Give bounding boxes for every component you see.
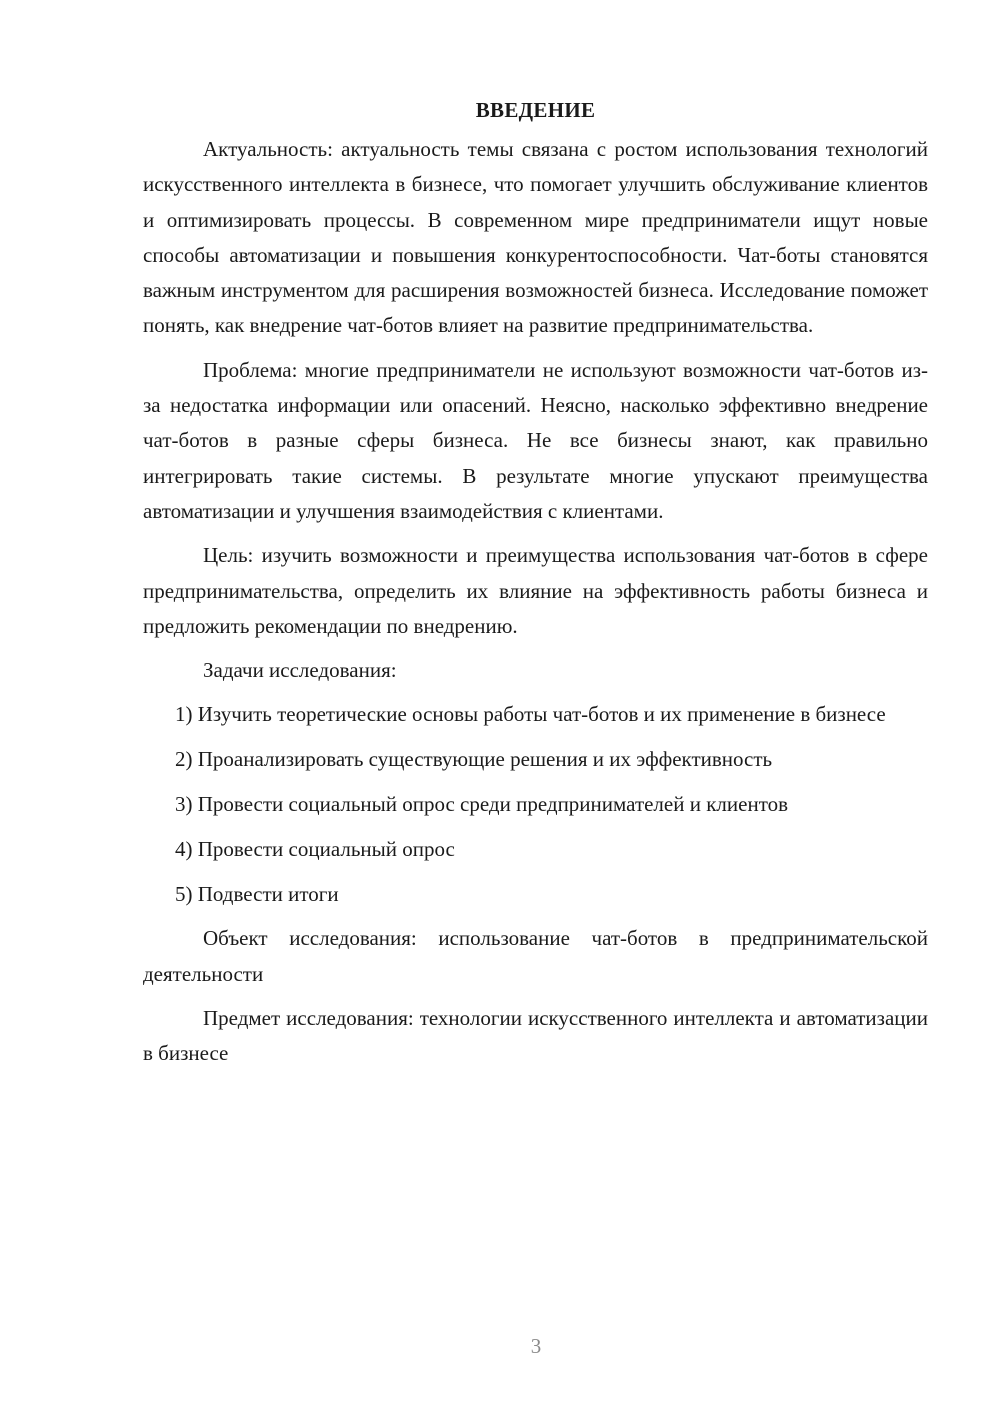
task-item-5: 5) Подвести итоги xyxy=(175,881,339,906)
task-item-2: 2) Проанализировать существующие решения и их эффективность xyxy=(175,747,773,772)
page-title: ВВЕДЕНИЕ xyxy=(475,98,596,122)
research-object: Объект исследования: использование чат-ботов в предпринимательской деятельности xyxy=(143,926,928,986)
tasks-heading: Задачи исследования: xyxy=(203,658,397,683)
task-item-4: 4) Провести социальный опрос xyxy=(175,836,455,861)
paragraph-goal: Цель: изучить возможности и преимущества использования чат-ботов в сфере предпринимательства, определить их влияние на эффективность работы бизнеса и предложить рекомендации по внедрению. xyxy=(143,543,928,638)
task-item-1: 1) Изучить теоретические основы работы чат-ботов и их применение в бизнесе xyxy=(175,702,886,727)
task-item-3: 3) Провести социальный опрос среди предпринимателей и клиентов xyxy=(175,792,789,817)
research-subject: Предмет исследования: технологии искусственного интеллекта и автоматизации в бизнесе xyxy=(143,1006,928,1066)
paragraph-problem: Проблема: многие предприниматели не используют возможности чат-ботов из-за недостатка информации или опасений. Неясно, насколько эффективно внедрение чат-ботов в разные сферы бизнеса. Не все бизнесы знают, как правильно интегрировать такие системы. В результате многие упускают преимущества автоматизации и улучшения взаимодействия с клиентами. xyxy=(143,357,928,523)
paragraph-relevance: Актуальность: актуальность темы связана с ростом использования технологий искусственного интеллекта в бизнесе, что помогает улучшить обслуживание клиентов и оптимизировать процессы. В современном мире предприниматели ищут новые способы автоматизации и повышения конкурентоспособности. Чат-боты становятся важным инструментом для расширения возможностей бизнеса. Исследование поможет понять, как внедрение чат-ботов влияет на развитие предпринимательства. xyxy=(143,137,928,338)
page-content xyxy=(143,92,928,1081)
page-number: 3 xyxy=(530,1334,542,1358)
